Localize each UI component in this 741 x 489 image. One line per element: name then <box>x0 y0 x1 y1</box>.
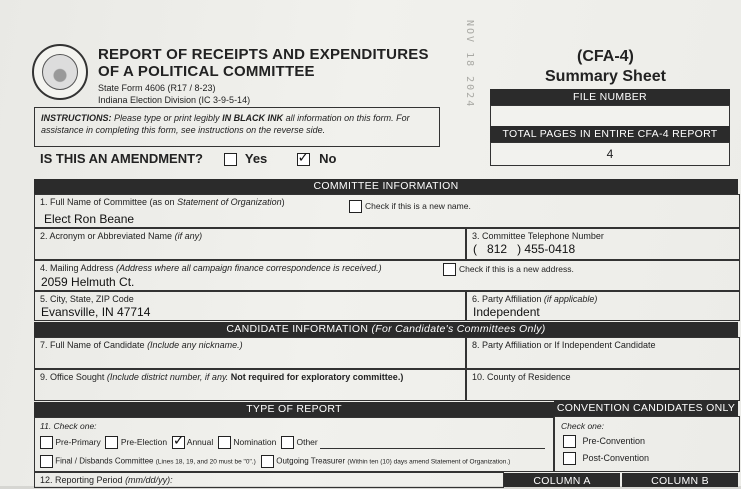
party-label-em: (if applicable) <box>543 294 598 304</box>
office-label: 9. Office Sought <box>40 372 107 382</box>
new-name-label: Check if this is a new name. <box>365 201 471 211</box>
office-label-em: (Include district number, if any. <box>106 372 231 382</box>
county-cell[interactable] <box>466 369 740 401</box>
instructions-text1: Please type or print legibly <box>111 113 223 123</box>
amendment-no-checkbox[interactable] <box>297 153 310 166</box>
mailing-label: 4. Mailing Address <box>40 263 117 273</box>
report-type-section-header: TYPE OF REPORT <box>34 402 554 417</box>
nomination-label: Nomination <box>233 436 277 447</box>
state-seal-icon <box>32 44 88 100</box>
outgoing-treasurer-note: (Within ten (10) days amend Statement of Organization.) <box>347 458 511 466</box>
committee-section-header: COMMITTEE INFORMATION <box>34 179 738 194</box>
office-sought-cell[interactable] <box>34 369 466 401</box>
nomination-checkbox[interactable] <box>218 436 231 449</box>
state-form-number: State Form 4606 (R17 / 8-23) <box>98 83 216 93</box>
pre-primary-label: Pre-Primary <box>55 436 101 447</box>
acronym-label-em: (if any) <box>174 231 203 241</box>
file-number-field[interactable] <box>490 105 730 127</box>
pre-election-checkbox[interactable] <box>105 436 118 449</box>
city-label: 5. City, State, ZIP Code <box>40 294 134 304</box>
post-convention-label: Post-Convention <box>582 452 650 463</box>
sheet-title: Summary Sheet <box>545 68 666 85</box>
convention-section-header: CONVENTION CANDIDATES ONLY <box>554 400 738 416</box>
mailing-address-cell[interactable] <box>34 260 740 291</box>
instructions-lead: INSTRUCTIONS: <box>41 113 112 123</box>
pre-convention-label: Pre-Convention <box>582 435 646 446</box>
final-disbands-checkbox[interactable] <box>40 455 53 468</box>
instructions-text2: all information on this form. For assistance in completing this form, see instructions on the reverse side. <box>41 113 410 135</box>
instructions-ink: IN BLACK INK <box>222 113 284 123</box>
report-check-one: 11. Check one: <box>40 421 97 431</box>
committee-name-label: 1. Full Name of Committee (as on <box>40 197 178 207</box>
annual-checkbox[interactable] <box>172 436 185 449</box>
final-options-row <box>40 455 510 468</box>
party-label: 6. Party Affiliation <box>472 294 544 304</box>
candidate-name-label: 7. Full Name of Candidate <box>40 340 148 350</box>
candidate-name-label-em: (Include any nickname.) <box>147 340 243 350</box>
phone-paren-open: ( <box>473 242 477 256</box>
form-title-line1: REPORT OF RECEIPTS AND EXPENDITURES <box>98 46 429 63</box>
phone-paren-close: ) <box>517 242 522 256</box>
new-address-label: Check if this is a new address. <box>459 264 574 274</box>
committee-name-label-em: Statement of Organization <box>177 197 282 207</box>
candidate-party-cell[interactable] <box>466 337 740 369</box>
committee-name-value: Elect Ron Beane <box>44 212 135 226</box>
committee-name-cell[interactable] <box>34 194 740 228</box>
other-checkbox[interactable] <box>281 436 294 449</box>
candidate-name-cell[interactable] <box>34 337 466 369</box>
pre-election-label: Pre-Election <box>120 436 168 447</box>
candidate-section-header <box>34 322 738 337</box>
office-label-bold: Not required for exploratory committee.) <box>230 372 404 382</box>
amendment-yes-label: Yes <box>244 151 268 166</box>
other-label: Other <box>296 436 318 447</box>
division-label: Indiana Election Division (IC 3-9-5-14) <box>98 95 251 105</box>
acronym-label: 2. Acronym or Abbreviated Name <box>40 231 175 241</box>
phone-label: 3. Committee Telephone Number <box>472 231 604 241</box>
phone-area-code <box>473 242 575 256</box>
candidate-section-title-em: (For Candidate's Committees Only) <box>371 323 546 335</box>
form-code: (CFA-4) <box>577 48 634 65</box>
outgoing-treasurer-checkbox[interactable] <box>261 455 274 468</box>
other-input-line[interactable] <box>320 448 545 449</box>
final-disbands-label: Final / Disbands Committee <box>55 456 154 466</box>
reporting-period-label: 12. Reporting Period <box>40 475 126 485</box>
pre-primary-checkbox[interactable] <box>40 436 53 449</box>
city-value: Evansville, IN 47714 <box>41 305 151 319</box>
party-value: Independent <box>473 305 540 319</box>
reporting-period-label-em: (mm/dd/yy): <box>125 475 173 485</box>
report-type-options <box>40 436 545 449</box>
pre-convention-checkbox[interactable] <box>563 435 576 448</box>
amendment-yes-checkbox[interactable] <box>224 153 237 166</box>
instructions-box <box>34 107 440 147</box>
outgoing-treasurer-label: Outgoing Treasurer <box>276 456 346 466</box>
form-title <box>98 46 429 80</box>
final-disbands-note: (Lines 18, 19, and 20 must be "0".) <box>155 458 256 466</box>
column-a-header: COLUMN A <box>504 473 620 487</box>
new-name-checkbox[interactable] <box>349 200 362 213</box>
committee-name-label-end: ) <box>281 197 285 207</box>
county-label: 10. County of Residence <box>472 372 571 382</box>
received-stamp: NOV 18 2024 <box>464 20 475 109</box>
candidate-party-label: 8. Party Affiliation or If Independent Candidate <box>472 340 656 350</box>
post-convention-checkbox[interactable] <box>563 452 576 465</box>
file-number-label: FILE NUMBER <box>490 89 730 105</box>
column-b-header: COLUMN B <box>622 473 738 487</box>
phone-area-value: 812 <box>487 242 508 256</box>
annual-label: Annual <box>186 436 214 447</box>
amendment-no-label: No <box>319 151 337 166</box>
total-pages-field[interactable]: 4 <box>490 142 730 166</box>
acronym-cell[interactable] <box>34 228 466 260</box>
mailing-address-value: 2059 Helmuth Ct. <box>41 275 135 289</box>
amendment-question: IS THIS AN AMENDMENT? <box>40 151 203 166</box>
candidate-section-title: CANDIDATE INFORMATION <box>226 323 372 335</box>
mailing-label-em: (Address where all campaign finance correspondence is received.) <box>116 263 382 273</box>
total-pages-label: TOTAL PAGES IN ENTIRE CFA-4 REPORT <box>490 126 730 142</box>
phone-number-value: 455-0418 <box>524 242 576 256</box>
form-title-line2: OF A POLITICAL COMMITTEE <box>98 63 315 80</box>
convention-check-one: Check one: <box>561 421 604 431</box>
amendment-row <box>40 151 337 166</box>
new-address-checkbox[interactable] <box>443 263 456 276</box>
